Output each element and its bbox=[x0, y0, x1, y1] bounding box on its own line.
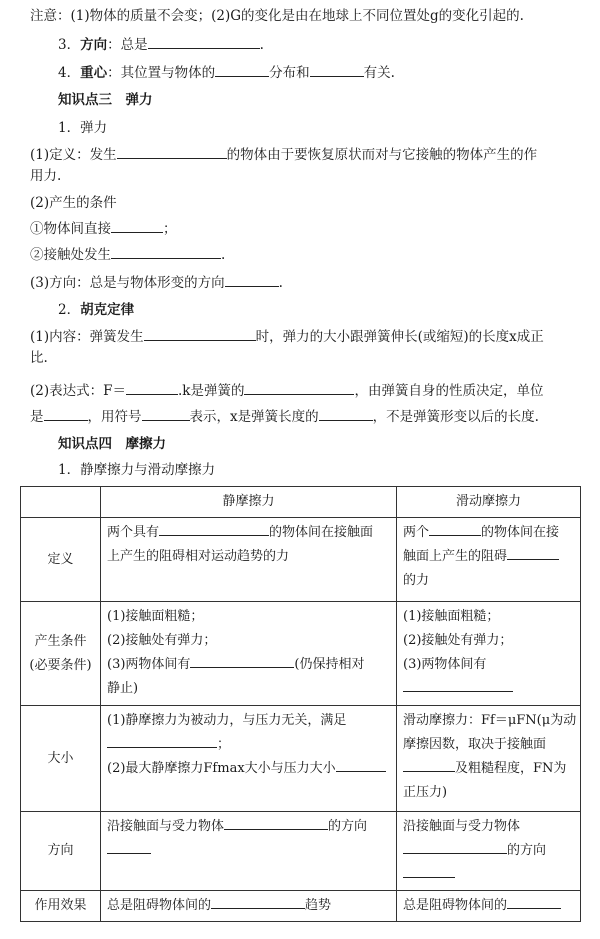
table-corner bbox=[21, 487, 101, 518]
col-sliding: 滑动摩擦力 bbox=[397, 487, 581, 518]
table-row-definition bbox=[21, 518, 581, 602]
text: 及粗糙程度，FN为 bbox=[455, 761, 567, 776]
hooke-expression bbox=[30, 380, 543, 401]
text: 是 bbox=[30, 409, 44, 425]
text: (3)两物体间有 bbox=[403, 657, 487, 672]
cell-def-sliding bbox=[397, 518, 581, 602]
section-text: 分布和 bbox=[269, 65, 310, 81]
note-text: 注意：(1)物体的质量不会变；(2)G的变化是由在地球上不同位置处g的变化引起的. bbox=[30, 8, 524, 24]
text: ，用符号 bbox=[87, 409, 142, 425]
text: 2． bbox=[58, 302, 81, 318]
friction-comparison-table bbox=[20, 486, 581, 922]
fill-blank[interactable] bbox=[159, 521, 269, 536]
cell-cond-static bbox=[101, 602, 397, 706]
heading-knowledge-point-4: 知识点四 摩擦力 bbox=[58, 436, 166, 452]
text: 的方向 bbox=[328, 819, 368, 834]
section-number: 3． bbox=[58, 37, 81, 53]
text: (1)静摩擦力为被动力，与压力无关，满足 bbox=[107, 713, 347, 728]
table-row-effect bbox=[21, 891, 581, 922]
hooke-content-cont: 比. bbox=[30, 350, 48, 366]
text: ，不是弹簧形变以后的长度. bbox=[372, 409, 539, 425]
text: (1)接触面粗糙； bbox=[107, 609, 204, 624]
text: (2)表达式：F＝ bbox=[30, 383, 126, 399]
text: 摩擦因数，取决于接触面 bbox=[403, 737, 547, 752]
text: (1)接触面粗糙； bbox=[403, 609, 500, 624]
condition-1 bbox=[30, 218, 177, 239]
cell-eff-sliding bbox=[397, 891, 581, 922]
fill-blank[interactable] bbox=[211, 894, 305, 909]
row-label bbox=[21, 602, 101, 706]
fill-blank[interactable] bbox=[44, 406, 88, 421]
condition-2 bbox=[30, 244, 225, 265]
text: 正压力) bbox=[403, 785, 448, 800]
text: 的物体间在接 bbox=[481, 525, 560, 540]
fill-blank[interactable] bbox=[142, 406, 190, 421]
fill-blank[interactable] bbox=[107, 733, 217, 748]
text: (1)内容：弹簧发生 bbox=[30, 329, 144, 345]
fill-blank[interactable] bbox=[144, 326, 256, 341]
text: ； bbox=[217, 737, 231, 752]
fill-blank[interactable] bbox=[319, 406, 373, 421]
text: (2)接触处有弹力； bbox=[403, 633, 513, 648]
text: 滑动摩擦力：Ff＝μFN(μ为动 bbox=[403, 713, 577, 728]
text: 的物体由于要恢复原状而对与它接触的物体产生的作 bbox=[226, 147, 538, 163]
text: 表示，x是弹簧长度的 bbox=[189, 409, 319, 425]
fill-blank[interactable] bbox=[148, 34, 260, 49]
text: . bbox=[278, 275, 283, 291]
section-direction bbox=[58, 34, 264, 55]
fill-blank[interactable] bbox=[126, 380, 178, 395]
text: (1)定义：发生 bbox=[30, 147, 117, 163]
cell-dir-static bbox=[101, 812, 397, 891]
fill-blank[interactable] bbox=[507, 894, 561, 909]
fill-blank[interactable] bbox=[107, 839, 151, 854]
fill-blank[interactable] bbox=[310, 62, 364, 77]
cell-dir-sliding bbox=[397, 812, 581, 891]
text: 总是阻碍物体间的 bbox=[403, 898, 508, 913]
section-label: 重心 bbox=[80, 65, 108, 81]
fill-blank[interactable] bbox=[429, 521, 481, 536]
text: 静止) bbox=[107, 681, 139, 696]
fill-blank[interactable] bbox=[507, 545, 559, 560]
fill-blank[interactable] bbox=[190, 653, 294, 668]
text: 上产生的阻碍相对运动趋势的力 bbox=[107, 549, 290, 564]
section-center-of-gravity bbox=[58, 62, 395, 83]
row-label: 作用效果 bbox=[21, 891, 101, 922]
fill-blank[interactable] bbox=[336, 757, 386, 772]
text: .k是弹簧的 bbox=[178, 383, 245, 399]
definition-line bbox=[30, 144, 537, 165]
text: 的物体间在接触面 bbox=[269, 525, 374, 540]
section-end: 有关. bbox=[363, 65, 395, 81]
text: 触面上产生的阻碍 bbox=[403, 549, 508, 564]
text: 时，弹力的大小跟弹簧伸长(或缩短)的长度x成正 bbox=[255, 329, 544, 345]
section-number: 4． bbox=[58, 65, 81, 81]
definition-cont: 用力. bbox=[30, 168, 62, 184]
text: . bbox=[221, 247, 226, 263]
text: (3)方向：总是与物体形变的方向 bbox=[30, 275, 225, 291]
subheading-hooke bbox=[58, 300, 134, 320]
text: ，由弹簧自身的性质决定，单位 bbox=[354, 383, 544, 399]
section-text: ：其位置与物体的 bbox=[107, 65, 216, 81]
text: (2)接触处有弹力； bbox=[107, 633, 217, 648]
text: (2)最大静摩擦力Ffmax大小与压力大小 bbox=[107, 761, 336, 776]
row-label: 定义 bbox=[21, 518, 101, 602]
fill-blank[interactable] bbox=[244, 380, 354, 395]
text: 的方向 bbox=[507, 843, 547, 858]
hooke-content bbox=[30, 326, 544, 347]
hooke-expression-cont bbox=[30, 406, 539, 427]
text: ②接触处发生 bbox=[30, 247, 111, 263]
text: ； bbox=[163, 221, 177, 237]
row-label: 方向 bbox=[21, 812, 101, 891]
section-text: ：总是 bbox=[107, 37, 148, 53]
row-label: 大小 bbox=[21, 706, 101, 812]
cell-size-sliding bbox=[397, 706, 581, 812]
fill-blank[interactable] bbox=[111, 218, 163, 233]
hooke-label: 胡克定律 bbox=[80, 302, 135, 318]
subheading-elastic-force: 1．弹力 bbox=[58, 120, 108, 136]
cell-eff-static bbox=[101, 891, 397, 922]
fill-blank[interactable] bbox=[224, 815, 328, 830]
direction-line bbox=[30, 272, 283, 293]
table-row-direction bbox=[21, 812, 581, 891]
table-header-row bbox=[21, 487, 581, 518]
cell-def-static bbox=[101, 518, 397, 602]
fill-blank[interactable] bbox=[111, 244, 221, 259]
conditions-title: (2)产生的条件 bbox=[30, 195, 117, 211]
heading-knowledge-point-3: 知识点三 弹力 bbox=[58, 92, 153, 108]
text: 的力 bbox=[403, 573, 430, 588]
section-end: . bbox=[259, 37, 264, 53]
section-label: 方向 bbox=[80, 37, 108, 53]
cell-cond-sliding bbox=[397, 602, 581, 706]
text: (必要条件) bbox=[29, 657, 92, 673]
fill-blank[interactable] bbox=[403, 839, 507, 854]
table-row-conditions bbox=[21, 602, 581, 706]
text: 沿接触面与受力物体 bbox=[107, 819, 225, 834]
note-line bbox=[30, 6, 524, 26]
fill-blank[interactable] bbox=[403, 677, 513, 692]
fill-blank[interactable] bbox=[403, 757, 455, 772]
fill-blank[interactable] bbox=[225, 272, 279, 287]
cell-size-static bbox=[101, 706, 397, 812]
text: 两个 bbox=[403, 525, 430, 540]
col-static: 静摩擦力 bbox=[101, 487, 397, 518]
text: 两个具有 bbox=[107, 525, 160, 540]
subheading-friction: 1．静摩擦力与滑动摩擦力 bbox=[58, 462, 216, 478]
text: 趋势 bbox=[305, 898, 332, 913]
text: (3)两物体间有 bbox=[107, 657, 191, 672]
fill-blank[interactable] bbox=[117, 144, 227, 159]
text: 沿接触面与受力物体 bbox=[403, 819, 521, 834]
text: 产生条件 bbox=[34, 633, 87, 649]
text: 总是阻碍物体间的 bbox=[107, 898, 212, 913]
text: (仍保持相对 bbox=[294, 657, 365, 672]
fill-blank[interactable] bbox=[215, 62, 269, 77]
text: ①物体间直接 bbox=[30, 221, 111, 237]
fill-blank[interactable] bbox=[403, 863, 455, 878]
table-row-magnitude bbox=[21, 706, 581, 812]
